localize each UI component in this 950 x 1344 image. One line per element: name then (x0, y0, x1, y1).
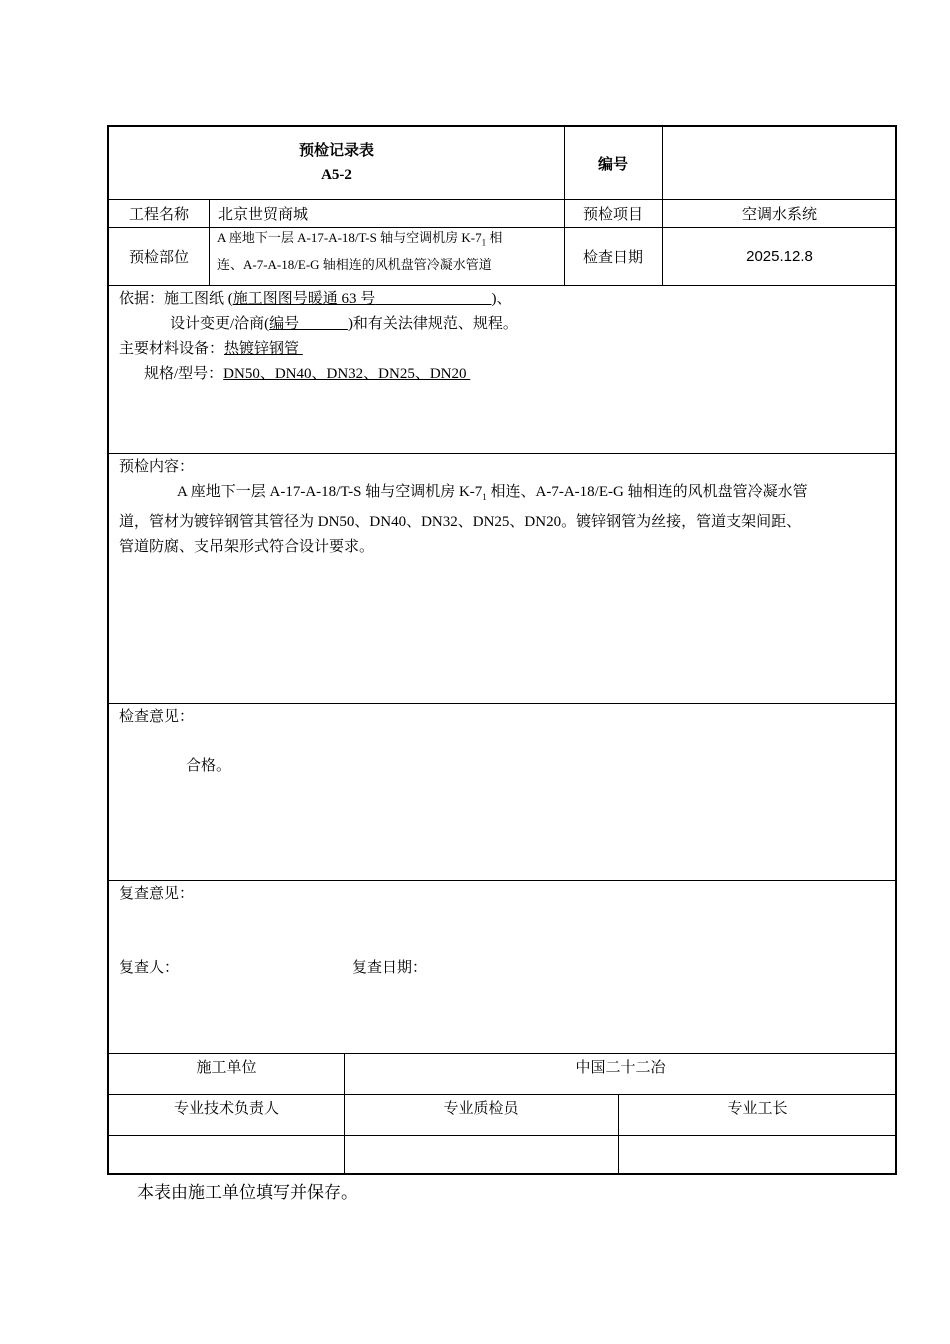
spec-value (223, 366, 470, 382)
drawing-number (233, 291, 492, 307)
inspect-item-value: 空调水系统 (741, 206, 817, 223)
material-line (119, 337, 889, 362)
foreman-label: 专业工长 (727, 1100, 788, 1117)
basis-section (119, 287, 889, 387)
unit-label: 施工单位 (196, 1059, 257, 1076)
content-text-a: A 座地下一层 A-17-A-18/T-S 轴与空调机房 K-7 (177, 484, 483, 500)
divider (109, 703, 895, 704)
project-name-value: 北京世贸商城 (218, 206, 309, 223)
part-subscript: 1 (481, 237, 487, 248)
form-title: 预检记录表 (298, 143, 374, 159)
spec-label: 规格/型号： (144, 366, 224, 382)
drawing-number-text: 施工图图号暖通 63 号 (232, 291, 376, 307)
material-text: 热镀锌钢管 (224, 341, 300, 357)
recheck-person-label: 复查人： (119, 960, 180, 976)
qc-label: 专业质检员 (443, 1100, 519, 1117)
basis-label: 依据：施工图纸 ( (119, 291, 233, 307)
divider (109, 453, 895, 454)
part-label: 预检部位 (128, 249, 189, 266)
basis-line-1 (119, 287, 889, 312)
project-name-label: 工程名称 (128, 206, 189, 223)
basis-after: )、 (491, 291, 512, 307)
divider (109, 285, 895, 286)
part-line-2: 连、A-7-A-18/E-G 轴相连的风机盘管冷凝水管道 (217, 256, 492, 272)
tech-lead-label: 专业技术负责人 (173, 1100, 279, 1117)
qc-signature[interactable] (344, 1135, 618, 1175)
content-line-1 (119, 480, 891, 510)
basis-line-2 (119, 312, 889, 337)
inspection-form (107, 125, 897, 1175)
part-value (209, 227, 564, 285)
change-number (269, 316, 348, 332)
material-label: 主要材料设备： (119, 341, 225, 357)
content-section (119, 455, 891, 560)
content-line-2: 道，管材为镀锌钢管其管径为 DN50、DN40、DN32、DN25、DN20。镀锌钢管为丝接，管道支架间距、 (119, 514, 802, 530)
date-value: 2025.12.8 (746, 247, 813, 265)
content-line-3: 管道防腐、支吊架形式符合设计要求。 (119, 539, 375, 555)
inspect-item-label: 预检项目 (582, 206, 643, 223)
unit-value: 中国二十二冶 (575, 1059, 666, 1076)
spec-text: DN50、DN40、DN32、DN25、DN20 (223, 366, 467, 382)
recheck-date-label: 复查日期： (352, 960, 428, 976)
content-label: 预检内容： (119, 459, 195, 475)
content-text-b: 相连、A-7-A-18/E-G 轴相连的风机盘管冷凝水管 (486, 484, 808, 500)
change-number-text: 编号 (269, 316, 300, 332)
spec-line (119, 362, 889, 387)
number-field[interactable] (662, 127, 897, 199)
form-title-block (109, 127, 564, 199)
number-label: 编号 (597, 156, 628, 173)
part-line-1 (217, 227, 502, 254)
material-value (224, 341, 303, 357)
opinion-label: 检查意见： (119, 709, 195, 725)
opinion-value: 合格。 (186, 758, 232, 774)
content-subscript: 1 (482, 492, 487, 502)
tech-lead-signature[interactable] (109, 1135, 344, 1175)
part-text-a: A 座地下一层 A-17-A-18/T-S 轴与空调机房 K-7 (217, 230, 482, 245)
recheck-label: 复查意见： (119, 886, 195, 902)
divider (109, 880, 895, 881)
footnote: 本表由施工单位填写并保存。 (137, 1183, 358, 1202)
change-label: 设计变更/洽商( (170, 316, 270, 332)
foreman-signature[interactable] (618, 1135, 897, 1175)
date-label: 检查日期 (582, 249, 643, 266)
change-after: )和有关法律规范、规程。 (347, 316, 518, 332)
form-code: A5-2 (321, 167, 352, 183)
part-text-b: 相 (486, 230, 503, 245)
